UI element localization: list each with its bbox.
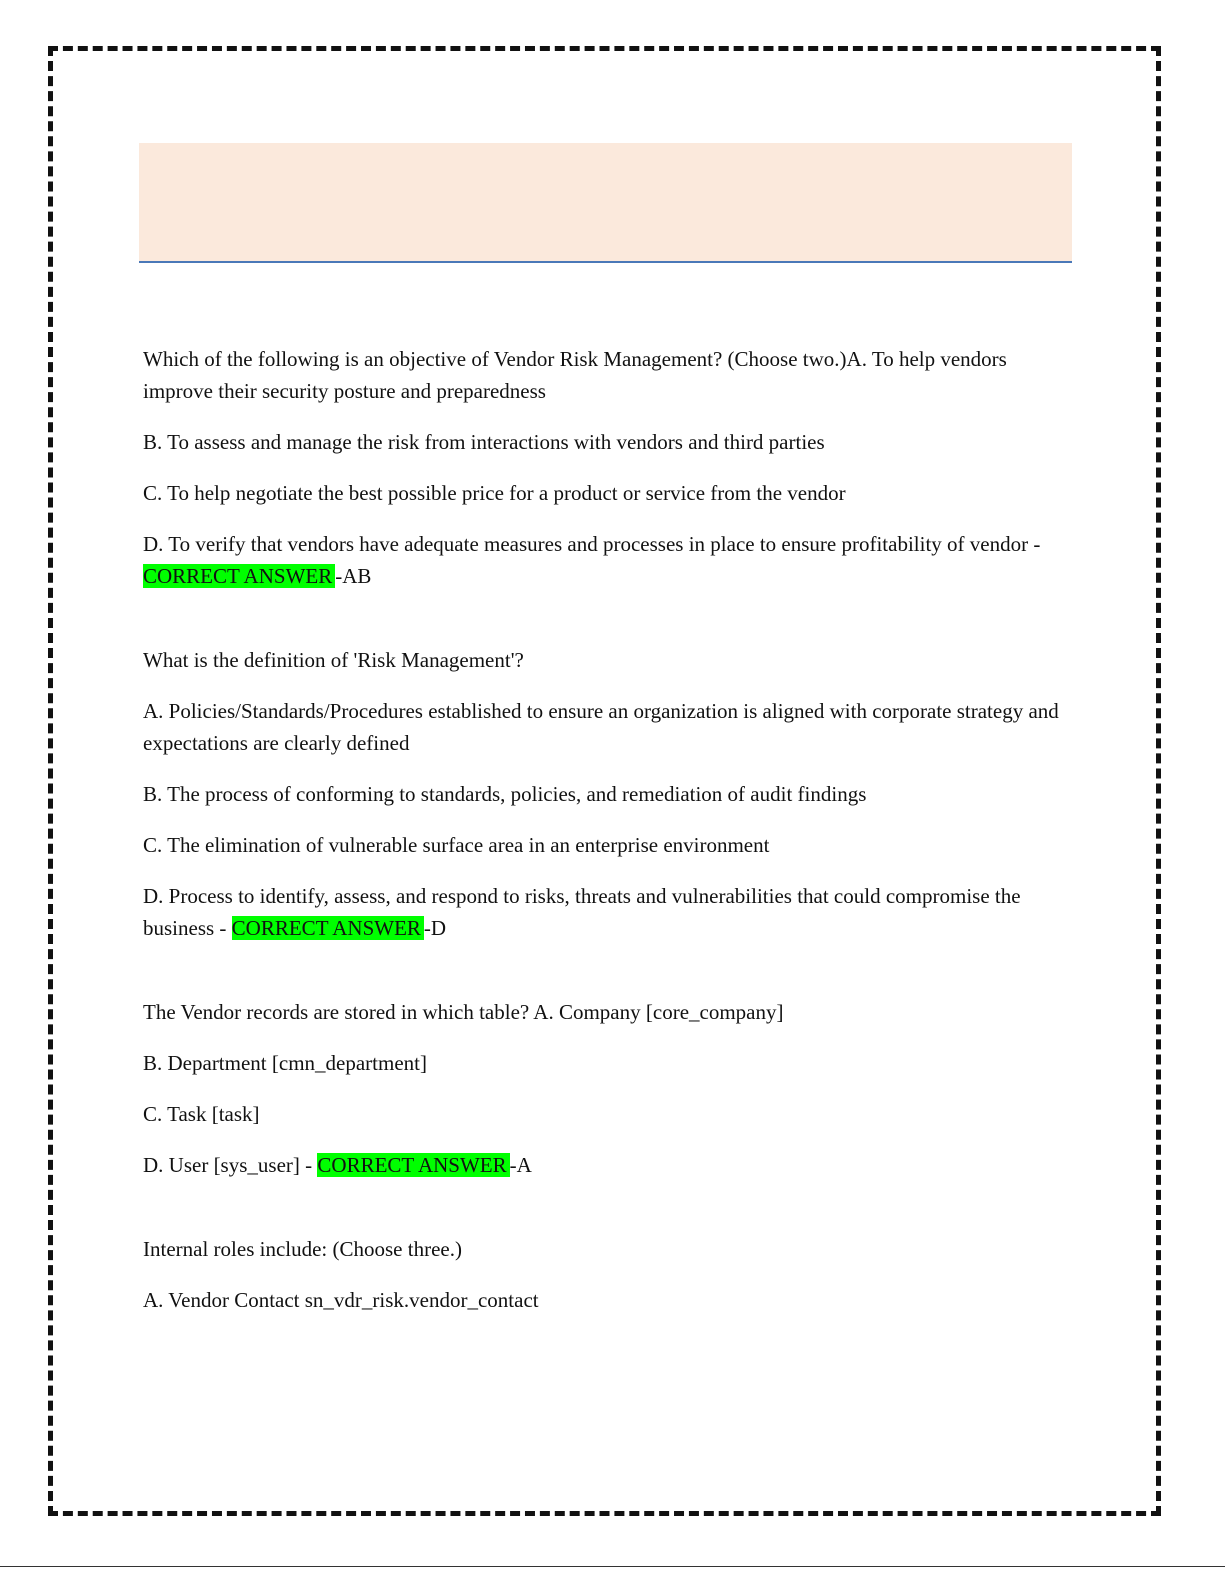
option-c-text: C. The elimination of vulnerable surface area in an enterprise environment [143,833,770,857]
question-stem: Which of the following is an objective of Vendor Risk Management? (Choose two.)A. To help vendors improve their security posture and preparedness [143,347,1007,403]
question-text [143,1233,1073,1265]
correct-answer-highlight: CORRECT ANSWER [232,916,424,940]
correct-answer-highlight: CORRECT ANSWER [143,564,335,588]
option-b-text: B. Department [cmn_department] [143,1051,427,1075]
option-c-text: C. Task [task] [143,1102,260,1126]
bottom-rule [0,1566,1225,1567]
answer-option [143,1098,1073,1130]
header-band [139,143,1072,263]
option-d-text: D. User [sys_user] - [143,1153,318,1177]
question-text [143,644,1073,676]
question-block [143,1233,1073,1316]
answer-option [143,1047,1073,1079]
document-content [143,343,1073,1368]
option-b-text: B. The process of conforming to standards, policies, and remediation of audit findings [143,782,867,806]
answer-option [143,829,1073,861]
correct-answer-value: -AB [335,564,372,588]
answer-option [143,528,1073,592]
option-d-text: D. To verify that vendors have adequate measures and processes in place to ensure profitability of vendor - [143,532,1041,556]
correct-answer-value: -A [509,1153,532,1177]
answer-option [143,1149,1073,1181]
question-stem: The Vendor records are stored in which table? A. Company [core_company] [143,1000,784,1024]
answer-option [143,426,1073,458]
answer-option [143,695,1073,759]
correct-answer-highlight: CORRECT ANSWER [317,1153,509,1177]
option-a-text: A. Policies/Standards/Procedures established to ensure an organization is aligned with corporate strategy and expectations are clearly defined [143,699,1059,755]
question-text [143,996,1073,1028]
question-stem: What is the definition of 'Risk Management'? [143,648,524,672]
question-text [143,343,1073,407]
option-d-text: D. Process to identify, assess, and respond to risks, threats and vulnerabilities that could compromise the business - [143,884,1021,940]
question-stem: Internal roles include: (Choose three.) [143,1237,462,1261]
question-block [143,343,1073,592]
option-b-text: B. To assess and manage the risk from interactions with vendors and third parties [143,430,825,454]
option-c-text: C. To help negotiate the best possible price for a product or service from the vendor [143,481,846,505]
question-block [143,644,1073,944]
answer-option [143,880,1073,944]
answer-option [143,477,1073,509]
answer-option [143,778,1073,810]
option-a-text: A. Vendor Contact sn_vdr_risk.vendor_contact [143,1288,539,1312]
answer-option [143,1284,1073,1316]
correct-answer-value: -D [423,916,447,940]
question-block [143,996,1073,1181]
